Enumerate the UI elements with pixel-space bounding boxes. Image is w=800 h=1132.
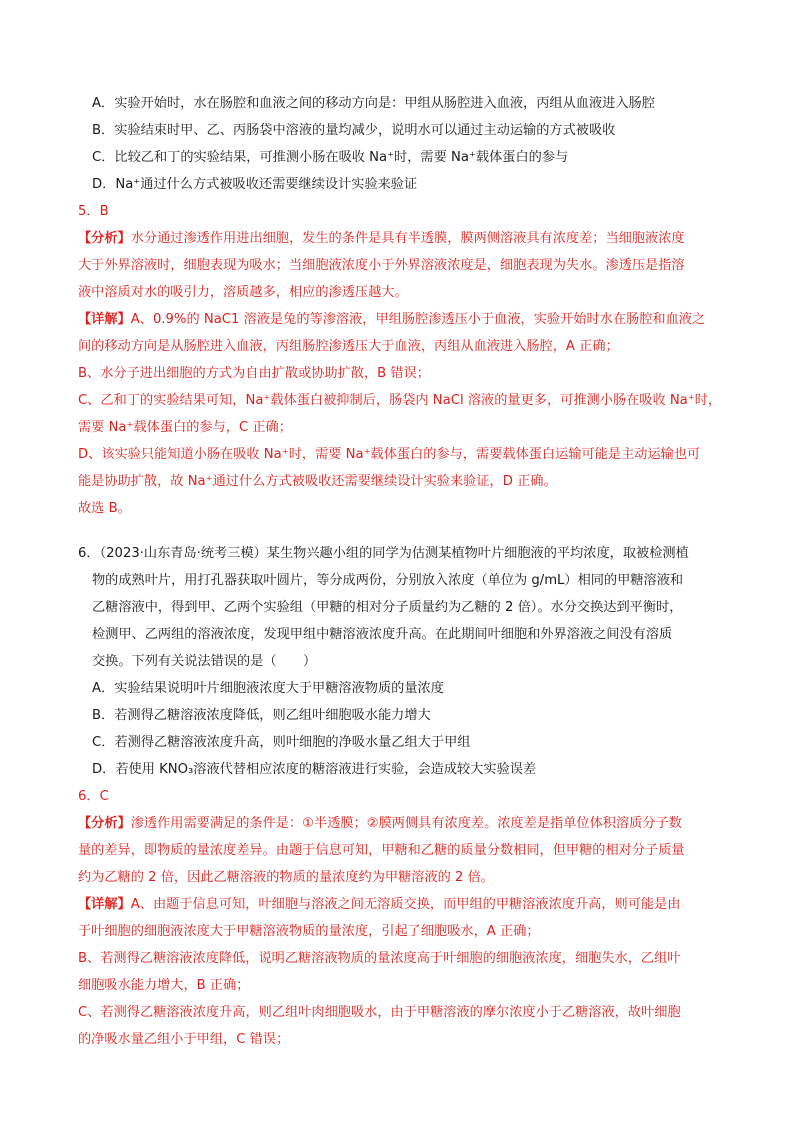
q6-analysis-line-3: 约为乙糖的 2 倍，因此乙糖溶液的物质的量浓度约为甲糖溶液的 2 倍。 — [78, 870, 494, 885]
q6-option-d: D．若使用 KNO₃溶液代替相应浓度的糖溶液进行实验，会造成较大实验误差 — [92, 762, 537, 777]
q6-detail-line-1 — [78, 895, 680, 915]
q5-analysis-line-3: 液中溶质对水的吸引力，溶质越多，相应的渗透压越大。 — [78, 285, 408, 300]
q5-detail-line-1 — [78, 310, 705, 330]
q5-option-c: C．比较乙和丁的实验结果，可推测小肠在吸收 Na⁺时，需要 Na⁺载体蛋白的参与 — [92, 150, 569, 165]
q6-detail-line-2: 于叶细胞的细胞液浓度大于甲糖溶液物质的量浓度，引起了细胞吸水，A 正确； — [78, 924, 540, 939]
q6-option-c: C．若测得乙糖溶液浓度升高，则叶细胞的净吸水量乙组大于甲组 — [92, 735, 471, 750]
q5-answer: 5．B — [78, 204, 109, 219]
q5-detail-line-3: B、水分子进出细胞的方式为自由扩散或协助扩散，B 错误； — [78, 366, 430, 381]
q5-analysis-line-1 — [78, 229, 685, 249]
q6-analysis-line-2: 量的差异，即物质的量浓度差异。由题于信息可知，甲糖和乙糖的质量分数相同，但甲糖的相对分子质量 — [78, 843, 685, 858]
q6-stem-line-2: 物的成熟叶片，用打孔器获取叶圆片，等分成两份，分别放入浓度（单位为 g/mL）相同的甲糖溶液和 — [92, 573, 684, 588]
q6-stem-line-4: 检测甲、乙两组的溶液浓度，发现甲组中糖溶液浓度升高。在此期间叶细胞和外界溶液之间没有溶质 — [92, 627, 673, 642]
q6-answer: 6．C — [78, 789, 109, 804]
analysis-text: 渗透作用需要满足的条件是：①半透膜；②膜两侧具有浓度差。浓度差是指单位体积溶质分子数 — [130, 816, 682, 831]
analysis-text: 水分通过渗透作用进出细胞，发生的条件是具有半透膜，膜两侧溶液具有浓度差；当细胞液浓度 — [130, 231, 685, 246]
detail-tag: 【详解】 — [78, 897, 131, 912]
q6-detail-line-4: 细胞吸水能力增大，B 正确； — [78, 978, 250, 993]
q5-option-d: D．Na⁺通过什么方式被吸收还需要继续设计实验来验证 — [92, 177, 418, 192]
q6-option-a: A．实验结果说明叶片细胞液浓度大于甲糖溶液物质的量浓度 — [92, 681, 444, 696]
q5-option-b: B．实验结束时甲、乙、丙肠袋中溶液的量均减少，说明水可以通过主动运输的方式被吸收 — [92, 123, 616, 138]
q5-detail-line-2: 间的移动方向是从肠腔进入血液，丙组肠腔渗透压大于血液，丙组从血液进入肠腔，A 正确； — [78, 339, 619, 354]
q5-detail-line-6: D、该实验只能知道小肠在吸收 Na⁺时，需要 Na⁺载体蛋白的参与，需要载体蛋白运输可能是主动运输也可 — [78, 447, 701, 462]
q6-analysis-line-1 — [78, 814, 682, 834]
q5-detail-line-8: 故选 B。 — [78, 501, 131, 516]
q5-detail-line-5: 需要 Na⁺载体蛋白的参与，C 正确； — [78, 420, 292, 435]
q5-option-a: A．实验开始时，水在肠腔和血液之间的移动方向是：甲组从肠腔进入血液，丙组从血液进入肠腔 — [92, 96, 655, 111]
analysis-tag: 【分析】 — [78, 816, 131, 831]
q6-stem-line-5: 交换。下列有关说法错误的是（ ） — [92, 654, 317, 669]
analysis-tag: 【分析】 — [78, 231, 131, 246]
q6-detail-line-5: C、若测得乙糖溶液浓度升高，则乙组叶肉细胞吸水，由于甲糖溶液的摩尔浓度小于乙糖溶液，故叶细胞 — [78, 1005, 681, 1020]
q6-detail-line-6: 的净吸水量乙组小于甲组，C 错误； — [78, 1032, 290, 1047]
detail-text: A、0.9%的 NaC1 溶液是兔的等渗溶液，甲组肠腔渗透压小于血液，实验开始时水在肠腔和血液之 — [130, 312, 706, 327]
q6-stem-line-3: 乙糖溶液中，得到甲、乙两个实验组（甲糖的相对分子质量约为乙糖的 2 倍）。水分交换达到平衡时， — [92, 600, 683, 615]
q5-analysis-line-2: 大于外界溶液时，细胞表现为吸水；当细胞液浓度小于外界溶液浓度是，细胞表现为失水。渗透压是指溶 — [78, 258, 685, 273]
q6-detail-line-3: B、若测得乙糖溶液浓度降低，说明乙糖溶液物质的量浓度高于叶细胞的细胞液浓度，细胞失水，乙组叶 — [78, 951, 681, 966]
q5-detail-line-4: C、乙和丁的实验结果可知，Na⁺载体蛋白被抑制后，肠袋内 NaCl 溶液的量更多，可推测小肠在吸收 Na⁺时， — [78, 393, 722, 408]
detail-tag: 【详解】 — [78, 312, 131, 327]
q5-detail-line-7: 能是协助扩散，故 Na⁺通过什么方式被吸收还需要继续设计实验来验证，D 正确。 — [78, 474, 557, 489]
q6-stem-line-1: 6．（2023·山东青岛·统考三模）某生物兴趣小组的同学为估测某植物叶片细胞液的平均浓度，取被检测植 — [78, 546, 689, 561]
detail-text: A、由题于信息可知，叶细胞与溶液之间无溶质交换，而甲组的甲糖溶液浓度升高，则可能是由 — [130, 897, 681, 912]
q6-option-b: B．若测得乙糖溶液浓度降低，则乙组叶细胞吸水能力增大 — [92, 708, 431, 723]
